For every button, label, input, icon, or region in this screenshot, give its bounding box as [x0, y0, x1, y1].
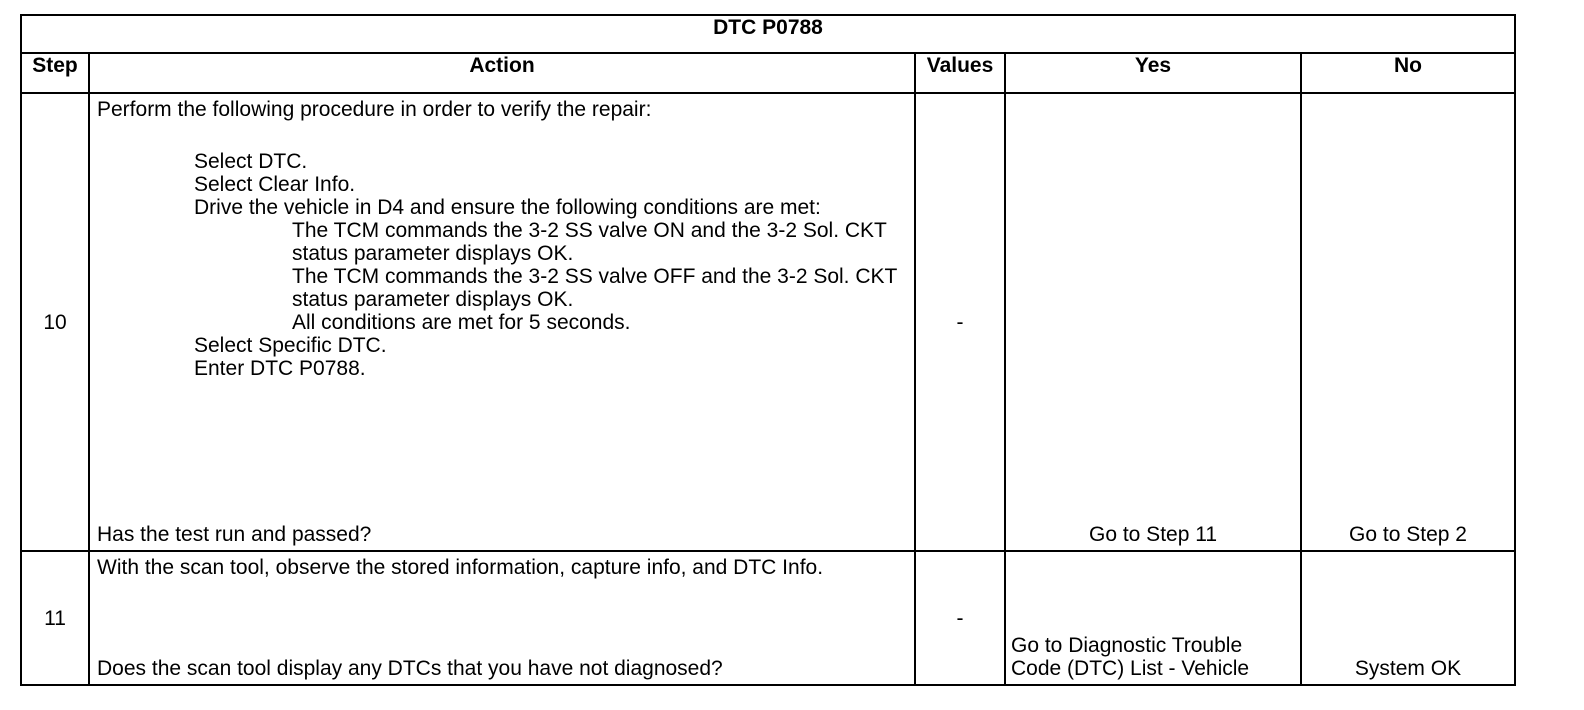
- procedure-steps: [90, 150, 914, 380]
- procedure-substep: The TCM commands the 3-2 SS valve ON and the 3-2 Sol. CKT status parameter displays OK.: [292, 219, 887, 265]
- procedure-step: Drive the vehicle in D4 and ensure the following conditions are met:: [194, 196, 821, 219]
- action-question: Has the test run and passed?: [97, 523, 372, 546]
- header-no: No: [1301, 53, 1515, 93]
- header-step: Step: [21, 53, 89, 93]
- procedure-step: Select DTC.: [194, 150, 308, 173]
- procedure-step: Select Clear Info.: [194, 173, 356, 196]
- dtc-procedure-table: [20, 14, 1516, 686]
- yes-cell: [1005, 551, 1301, 685]
- procedure-step: Enter DTC P0788.: [194, 357, 366, 380]
- procedure-step: Select Specific DTC.: [194, 334, 387, 357]
- header-row: [21, 53, 1515, 93]
- yes-result: Go to Step 11: [1088, 523, 1218, 546]
- header-values: Values: [915, 53, 1005, 93]
- step-number: 10: [21, 93, 89, 551]
- action-intro: With the scan tool, observe the stored information, capture info, and DTC Info.: [97, 556, 824, 579]
- step-number: 11: [21, 551, 89, 685]
- no-cell: [1301, 551, 1515, 685]
- procedure-substep: All conditions are met for 5 seconds.: [292, 311, 631, 334]
- no-result: System OK: [1354, 657, 1462, 680]
- no-cell: [1301, 93, 1515, 551]
- yes-cell: [1005, 93, 1301, 551]
- action-intro: Perform the following procedure in order to verify the repair:: [97, 98, 652, 121]
- title-row: [21, 15, 1515, 53]
- yes-result: Go to Diagnostic Trouble Code (DTC) List - Vehicle: [1011, 634, 1250, 680]
- values-cell: -: [915, 551, 1005, 685]
- table-title: DTC P0788: [21, 15, 1515, 53]
- action-question: Does the scan tool display any DTCs that you have not diagnosed?: [97, 657, 723, 680]
- table-row: [21, 93, 1515, 551]
- no-result: Go to Step 2: [1349, 523, 1467, 546]
- header-action: Action: [89, 53, 915, 93]
- action-cell: [89, 551, 915, 685]
- procedure-substep: The TCM commands the 3-2 SS valve OFF and the 3-2 Sol. CKT status parameter displays OK.: [292, 265, 897, 311]
- action-cell: [89, 93, 915, 551]
- header-yes: Yes: [1005, 53, 1301, 93]
- table-row: [21, 551, 1515, 685]
- values-cell: -: [915, 93, 1005, 551]
